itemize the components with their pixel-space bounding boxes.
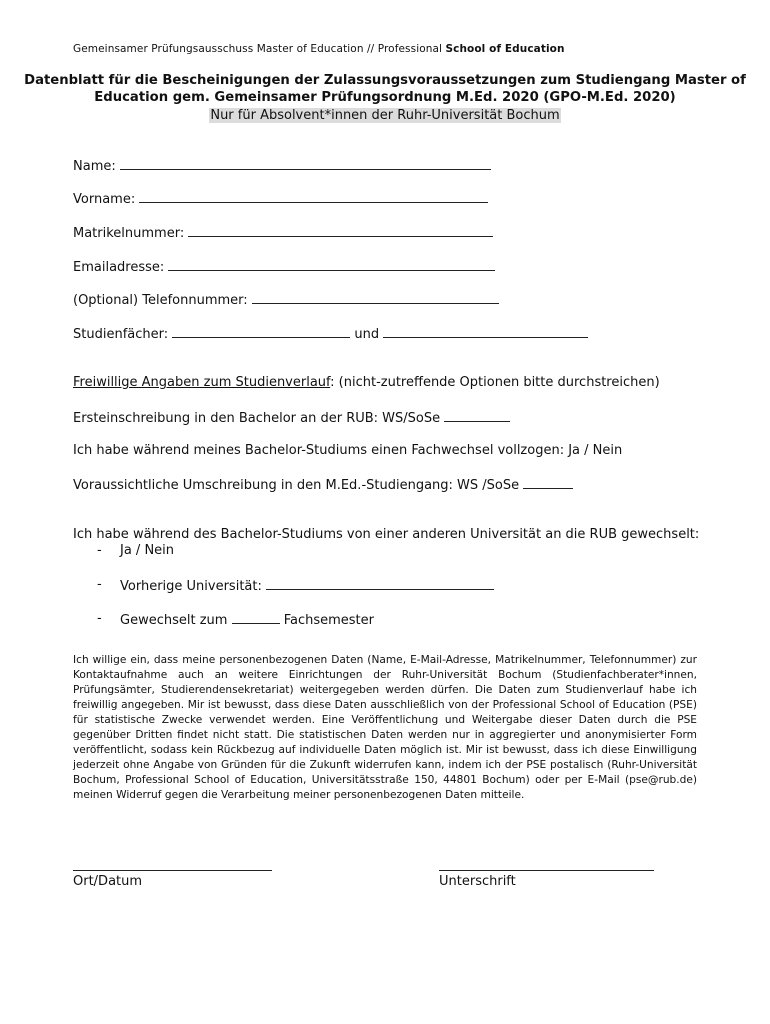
uniwechsel-janein[interactable]: Ja / Nein [120, 543, 175, 558]
studienverlauf-heading [73, 375, 660, 390]
uniwechsel-question: Ich habe während des Bachelor-Studiums von einer anderen Universität an die RUB gewechselt: [73, 527, 700, 542]
telefon-line[interactable] [252, 291, 499, 304]
email-label: Emailadresse: [73, 260, 165, 275]
document-subtitle: Nur für Absolvent*innen der Ruhr-Universität Bochum [210, 108, 560, 123]
matrikel-line[interactable] [188, 224, 493, 237]
name-label: Name: [73, 159, 116, 174]
email-line[interactable] [168, 258, 495, 271]
unterschrift-line[interactable] [439, 870, 654, 871]
gewechselt-field [120, 611, 374, 628]
consent-paragraph: Ich willige ein, dass meine personenbezogenen Daten (Name, E-Mail-Adresse, Matrikelnummer, Telefonnummer) zur Kontaktaufnahme auch an weitere Einrichtungen der Ruhr-Universität Bochum (Studienfachberater*innen, Prüfungsämter, Studierendensekretariat) weitergegeben werden dürfen. Die Daten zum Studienverlauf habe ich freiwillig angegeben. Mir ist bewusst, dass diese Daten ausschließlich von der Professional School of Education (PSE) für statistische Zwecke verwendet werden. Eine Veröffentlichung und Weitergabe dieser Daten durch die PSE gegenüber Dritten findet nicht statt. Die statistischen Daten werden nur in aggregierter und anonymisierter Form veröffentlicht, sodass kein Rückbezug auf individuelle Daten möglich ist. Mir ist bewusst, dass ich diese Einwilligung jederzeit ohne Angabe von Gründen für die Zukunft widerrufen kann, indem ich der PSE postalisch (Ruhr-Universität Bochum, Professional School of Education, Universitätsstraße 150, 44801 Bochum) oder per E-Mail (pse@rub.de) meinen Widerruf gegen die Verarbeitung meiner personenbezogenen Daten mitteile. [73, 654, 697, 801]
header-text: Gemeinsamer Prüfungsausschuss Master of Education // Professional [73, 43, 446, 55]
vorname-line[interactable] [139, 190, 488, 203]
document-title-line1: Datenblatt für die Bescheinigungen der Zulassungsvoraussetzungen zum Studiengang Master of [24, 73, 746, 88]
studienverlauf-heading-note: : (nicht-zutreffende Optionen bitte durchstreichen) [330, 375, 660, 390]
name-line[interactable] [120, 157, 491, 170]
page-header [73, 43, 565, 55]
matrikel-label: Matrikelnummer: [73, 226, 185, 241]
vorherige-uni-field [120, 577, 494, 594]
fachsemester-label: Fachsemester [283, 613, 375, 628]
umschreibung-field [73, 476, 573, 493]
document-title-line2: Education gem. Gemeinsamer Prüfungsordnung M.Ed. 2020 (GPO-M.Ed. 2020) [94, 90, 676, 105]
telefon-field [73, 291, 499, 308]
ersteinschreibung-field [73, 409, 510, 426]
vorname-label: Vorname: [73, 192, 136, 207]
vorherige-uni-line[interactable] [266, 577, 494, 590]
gewechselt-label: Gewechselt zum [120, 613, 228, 628]
header-bold-text: School of Education [445, 43, 565, 55]
telefon-label: (Optional) Telefonnummer: [73, 293, 248, 308]
umschreibung-label: Voraussichtliche Umschreibung in den M.Ed.-Studiengang: WS /SoSe [73, 478, 520, 493]
email-field [73, 258, 495, 275]
bullet-dash: - [97, 543, 102, 558]
subtitle-container [0, 104, 770, 123]
umschreibung-line[interactable] [523, 476, 573, 489]
fachsemester-line[interactable] [232, 611, 280, 624]
fach1-line[interactable] [172, 325, 350, 338]
unterschrift-label: Unterschrift [439, 874, 516, 889]
ersteinschreibung-line[interactable] [444, 409, 510, 422]
faecher-label: Studienfächer: [73, 327, 169, 342]
ort-datum-label: Ort/Datum [73, 874, 143, 889]
fachwechsel-field[interactable]: Ich habe während meines Bachelor-Studiums einen Fachwechsel vollzogen: Ja / Nein [73, 443, 623, 458]
vorherige-uni-label: Vorherige Universität: [120, 579, 262, 594]
ort-datum-line[interactable] [73, 870, 272, 871]
name-field [73, 157, 491, 174]
und-label: und [354, 327, 380, 342]
vorname-field [73, 190, 488, 207]
faecher-field [73, 325, 588, 342]
matrikel-field [73, 224, 493, 241]
fach2-line[interactable] [383, 325, 588, 338]
studienverlauf-heading-title: Freiwillige Angaben zum Studienverlauf [73, 375, 331, 390]
bullet-dash: - [97, 611, 102, 626]
bullet-dash: - [97, 577, 102, 592]
ersteinschreibung-label: Ersteinschreibung in den Bachelor an der RUB: WS/SoSe [73, 411, 441, 426]
